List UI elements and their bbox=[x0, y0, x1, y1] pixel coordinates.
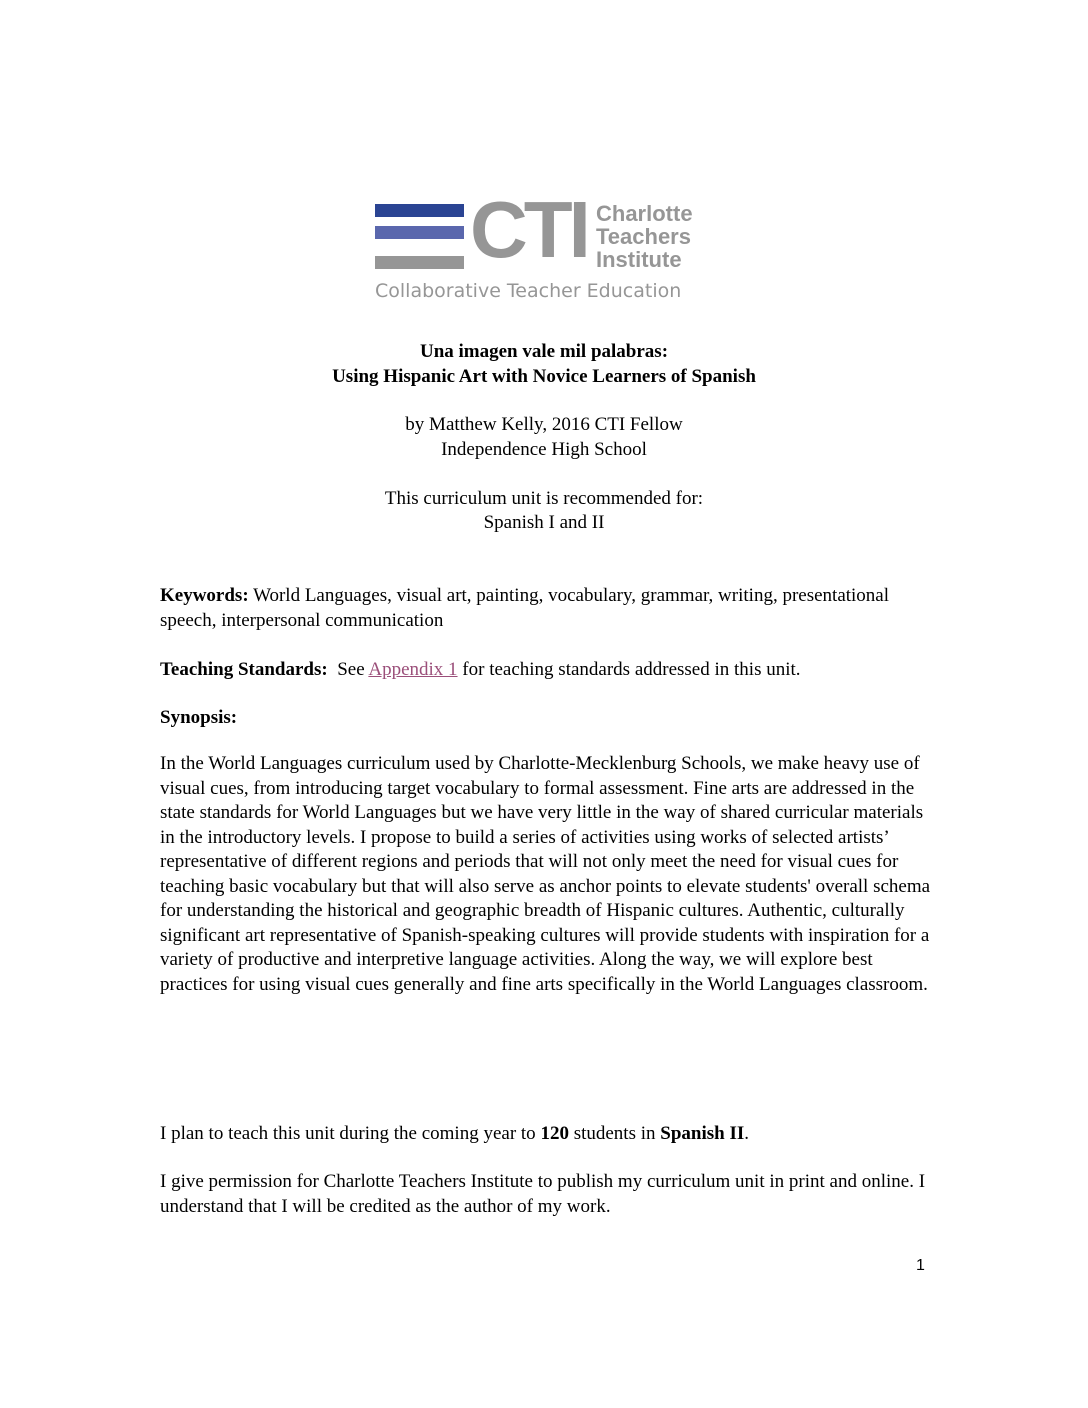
logo-name-line: Charlotte bbox=[596, 201, 693, 226]
logo-tagline: Collaborative Teacher Education bbox=[375, 280, 682, 302]
logo-name-line: Institute bbox=[596, 247, 682, 272]
logo-name bbox=[596, 202, 693, 271]
student-count: 120 bbox=[540, 1123, 569, 1144]
recommendation-intro: This curriculum unit is recommended for: bbox=[384, 488, 704, 509]
permission-paragraph: I give permission for Charlotte Teachers Institute to publish my curriculum unit in print and online. I understand that I will be credited as the author of my work. bbox=[160, 1171, 926, 1217]
recommendation-courses: Spanish I and II bbox=[483, 512, 605, 533]
logo-letters: CTI bbox=[470, 185, 587, 274]
title-line-2: Using Hispanic Art with Novice Learners of Spanish bbox=[332, 366, 756, 387]
appendix-link[interactable]: Appendix 1 bbox=[368, 659, 458, 680]
standards-rest: for teaching standards addressed in this unit. bbox=[457, 659, 801, 680]
plan-middle: students in bbox=[568, 1123, 661, 1144]
standards-see: See bbox=[327, 659, 369, 680]
synopsis-body: In the World Languages curriculum used by Charlotte-Mecklenburg Schools, we make heavy use of visual cues, from introducing target vocabulary to formal assessment. Fine arts are addressed in the state standards for World Languages but we have very little in the way of shared curricular materials in the introductory levels. I propose to build a series of activities using works of selected artists’ representative of different regions and periods that will not only meet the need for visual cues for teaching basic vocabulary but that will also serve as anchor points to elevate students' overall schema for understanding the historical and geographic breadth of Hispanic cultures. Authentic, culturally significant art representative of Spanish-speaking cultures will provide students with inspiration for a variety of productive and interpretive language activities. Along the way, we will explore best practices for using visual cues generally and fine arts specifically in the World Languages classroom. bbox=[160, 753, 931, 995]
keywords-text: World Languages, visual art, painting, vocabulary, grammar, writing, presentational speech, interpersonal communication bbox=[160, 585, 890, 631]
author-school: Independence High School bbox=[441, 439, 647, 460]
plan-prefix: I plan to teach this unit during the coming year to bbox=[160, 1123, 541, 1144]
standards-label: Teaching Standards: bbox=[160, 659, 328, 680]
title-line-1: Una imagen vale mil palabras: bbox=[419, 341, 669, 362]
cti-logo bbox=[375, 185, 720, 306]
page-number: 1 bbox=[916, 1257, 925, 1274]
keywords-paragraph bbox=[160, 584, 940, 633]
plan-suffix: . bbox=[744, 1123, 749, 1144]
logo-bar-top bbox=[375, 204, 464, 217]
synopsis-heading: Synopsis: bbox=[160, 707, 238, 728]
logo-name-line: Teachers bbox=[596, 224, 691, 249]
logo-bar-bottom bbox=[375, 256, 464, 269]
author-byline: by Matthew Kelly, 2016 CTI Fellow bbox=[405, 414, 683, 435]
keywords-label: Keywords: bbox=[160, 585, 249, 606]
logo-bar-middle bbox=[375, 226, 464, 239]
plan-course: Spanish II bbox=[660, 1123, 745, 1144]
standards-paragraph bbox=[160, 658, 940, 683]
plan-paragraph bbox=[160, 1122, 940, 1147]
